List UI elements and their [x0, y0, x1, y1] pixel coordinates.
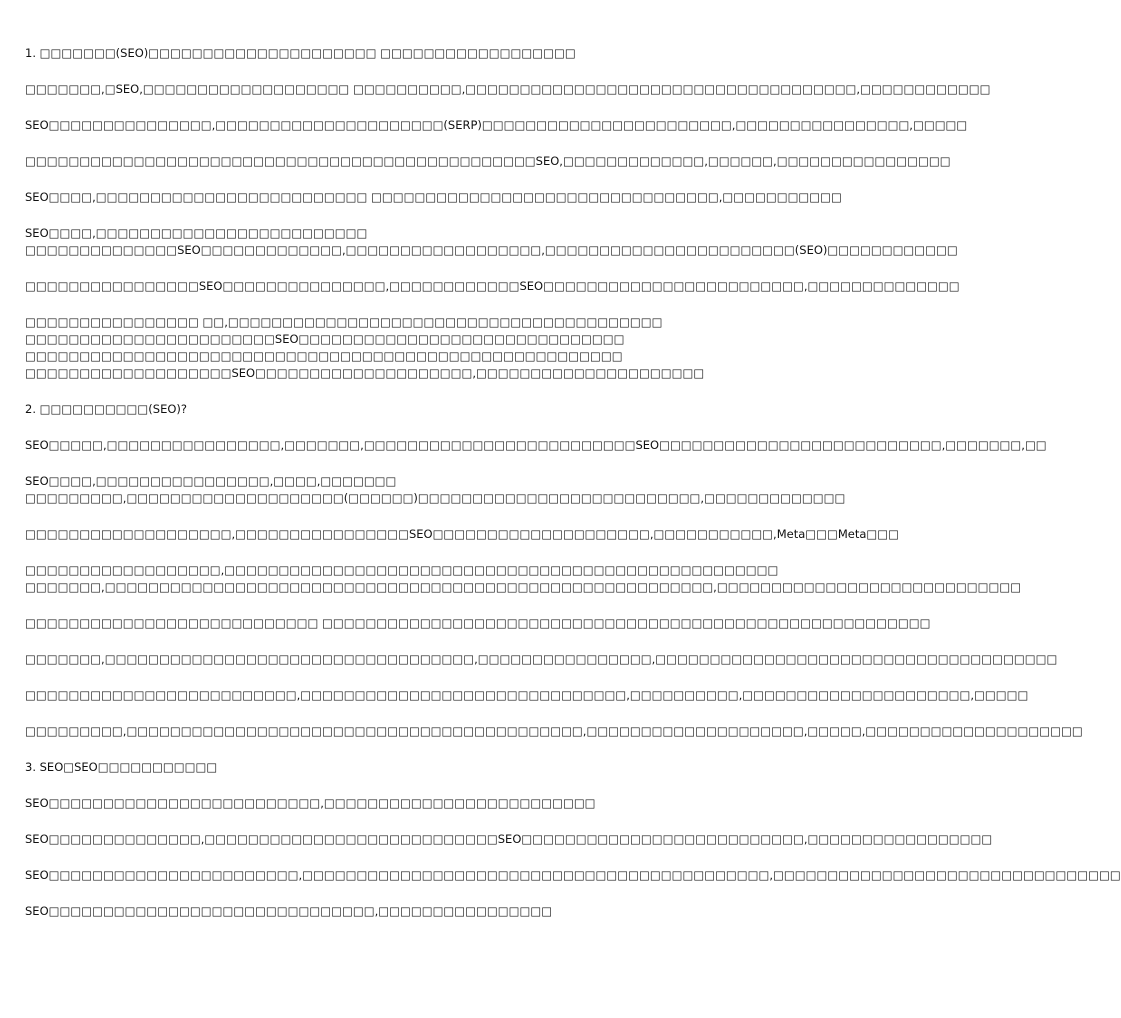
text-line: □□□□□□□□□□□□□□□□□□,□□□□□□□□□□□□□□□□□□□□□□□□□□□□□□□□□□□□□□□□□□□□□□□□□□□	[25, 563, 779, 577]
paragraph	[25, 615, 931, 632]
text-line: □□□□□□□□□□□□□□□□□□□□□□□SEO□□□□□□□□□□□□□□□□□□□□□□□□□□□□□□	[25, 332, 625, 346]
text-line: □□□□□□□,□□□□□□□□□□□□□□□□□□□□□□□□□□□□□□□□□□□□□□□□□□□□□□□□□□□□□□□□,□□□□□□□□□□□□□□□□□□□□□□□□□□□□	[25, 580, 1022, 594]
text-line: □□□□□□□□□□□□□□□□□□□,□□□□□□□□□□□□□□□□SEO□□□□□□□□□□□□□□□□□□□□,□□□□□□□□□□□,Meta□□□Meta□□□	[25, 527, 900, 541]
text-line: □□□□□□□□□□□□□□SEO□□□□□□□□□□□□□,□□□□□□□□□□□□□□□□□□,□□□□□□□□□□□□□□□□□□□□□□□(SEO)□□□□□□□□□□□□	[25, 243, 958, 257]
text-line: SEO□□□□□,□□□□□□□□□□□□□□□□,□□□□□□□,□□□□□□□□□□□□□□□□□□□□□□□□□SEO□□□□□□□□□□□□□□□□□□□□□□□□□□,□□□□□□□,□□	[25, 438, 1047, 452]
section-heading	[25, 759, 695, 776]
text-line: SEO□□□□□□□□□□□□□□,□□□□□□□□□□□□□□□□□□□□□□□□□□□SEO□□□□□□□□□□□□□□□□□□□□□□□□□□,□□□□□□□□□□□□□□□□□	[25, 832, 993, 846]
text-line: □□□□□□□□□,□□□□□□□□□□□□□□□□□□□□□□□□□□□□□□□□□□□□□□□□□□,□□□□□□□□□□□□□□□□□□□□,□□□□□,□□□□□□□□□□□□□□□□□□□□	[25, 724, 1083, 738]
paragraph	[25, 831, 993, 848]
paragraph	[25, 314, 705, 382]
text-line: SEO□□□□,□□□□□□□□□□□□□□□□,□□□□,□□□□□□□	[25, 474, 397, 488]
text-line: SEO□□□□□□□□□□□□□□□□□□□□□□□,□□□□□□□□□□□□□□□□□□□□□□□□□□□□□□□□□□□□□□□□□□□,□□□□□□□□□□□□□□□□□□□□□□□□□□□□□□□□	[25, 868, 1121, 882]
document-page	[25, 45, 1121, 939]
text-line: 3. SEO□SEO□□□□□□□□□□□	[25, 760, 218, 774]
text-line: □□□□□□□□□,□□□□□□□□□□□□□□□□□□□□(□□□□□□)□□□□□□□□□□□□□□□□□□□□□□□□□□,□□□□□□□□□□□□□	[25, 491, 846, 505]
paragraph	[25, 473, 846, 507]
text-line: □□□□□□□□□□□□□□□□SEO□□□□□□□□□□□□□□□,□□□□□□□□□□□□SEO□□□□□□□□□□□□□□□□□□□□□□□□,□□□□□□□□□□□□□□	[25, 279, 960, 293]
paragraph	[25, 437, 1047, 454]
paragraph	[25, 189, 842, 206]
section-heading	[25, 401, 695, 418]
text-line: □□□□□□□□□□□□□□□□□□□□□□□□□□□ □□□□□□□□□□□□□□□□□□□□□□□□□□□□□□□□□□□□□□□□□□□□□□□□□□□□□□□□	[25, 616, 931, 630]
text-line: □□□□□□□,□SEO,□□□□□□□□□□□□□□□□□□□ □□□□□□□□□□,□□□□□□□□□□□□□□□□□□□□□□□□□□□□□□□□□□□□,□□□□□□□□□□□□	[25, 82, 991, 96]
text-line: SEO□□□□□□□□□□□□□□□□□□□□□□□□□,□□□□□□□□□□□□□□□□□□□□□□□□□	[25, 796, 596, 810]
paragraph	[25, 562, 1022, 596]
text-line: 1. □□□□□□□(SEO)□□□□□□□□□□□□□□□□□□□□□ □□□□□□□□□□□□□□□□□□	[25, 46, 576, 60]
paragraph	[25, 225, 958, 259]
paragraph	[25, 153, 951, 170]
paragraph	[25, 526, 900, 543]
paragraph	[25, 795, 695, 812]
paragraph	[25, 117, 968, 134]
section-heading	[25, 45, 695, 62]
text-line: SEO□□□□,□□□□□□□□□□□□□□□□□□□□□□□□□	[25, 226, 368, 240]
text-line: SEO□□□□,□□□□□□□□□□□□□□□□□□□□□□□□□ □□□□□□□□□□□□□□□□□□□□□□□□□□□□□□□□,□□□□□□□□□□□	[25, 190, 842, 204]
paragraph	[25, 278, 960, 295]
text-line: □□□□□□□□□□□□□□□□□□□□□□□□□□□□□□□□□□□□□□□□□□□□□□□SEO,□□□□□□□□□□□□□,□□□□□□,□□□□□□□□□□□□□□□□	[25, 154, 951, 168]
paragraph	[25, 81, 991, 98]
text-line: 2. □□□□□□□□□□(SEO)?	[25, 402, 187, 416]
paragraph	[25, 723, 1083, 740]
text-line: □□□□□□□□□□□□□□□□□□□□□□□□□□□□□□□□□□□□□□□□□□□□□□□□□□□□□□□	[25, 349, 623, 363]
paragraph	[25, 651, 1058, 668]
paragraph	[25, 867, 1121, 884]
text-line: □□□□□□□□□□□□□□□□□□□SEO□□□□□□□□□□□□□□□□□□□□,□□□□□□□□□□□□□□□□□□□□□	[25, 366, 705, 380]
text-line: SEO□□□□□□□□□□□□□□□□□□□□□□□□□□□□□□,□□□□□□□□□□□□□□□□	[25, 904, 553, 918]
paragraph	[25, 687, 1029, 704]
text-line: □□□□□□□,□□□□□□□□□□□□□□□□□□□□□□□□□□□□□□□□□□,□□□□□□□□□□□□□□□□,□□□□□□□□□□□□□□□□□□□□□□□□□□□□□□□□□□□□□	[25, 652, 1058, 666]
text-line: SEO□□□□□□□□□□□□□□□,□□□□□□□□□□□□□□□□□□□□□(SERP)□□□□□□□□□□□□□□□□□□□□□□□,□□□□□□□□□□□□□□□□,□□□□□	[25, 118, 968, 132]
text-line: □□□□□□□□□□□□□□□□ □□,□□□□□□□□□□□□□□□□□□□□□□□□□□□□□□□□□□□□□□□□	[25, 315, 663, 329]
text-line: □□□□□□□□□□□□□□□□□□□□□□□□□,□□□□□□□□□□□□□□□□□□□□□□□□□□□□□□,□□□□□□□□□□,□□□□□□□□□□□□□□□□□□□□□,□□□□□	[25, 688, 1029, 702]
paragraph	[25, 903, 695, 920]
